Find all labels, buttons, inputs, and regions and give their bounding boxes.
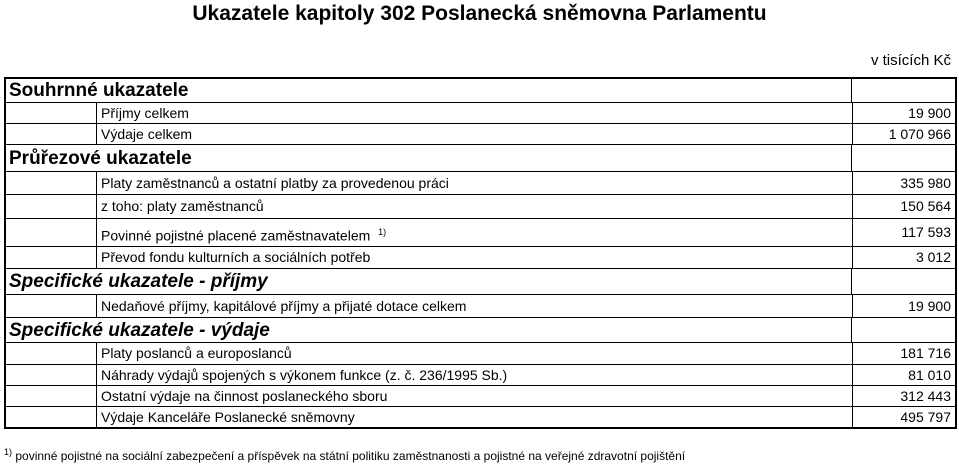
- row-value: 150 564: [852, 195, 955, 218]
- section-title: Souhrnné ukazatele: [9, 80, 189, 101]
- row-label: Náhrady výdajů spojených s výkonem funkce (z. č. 236/1995 Sb.): [96, 365, 852, 385]
- footnote-mark: 1): [4, 447, 13, 457]
- section-title: Průřezové ukazatele: [9, 148, 192, 169]
- table-row: [6, 406, 955, 427]
- table-row: [6, 194, 955, 218]
- row-label: Platy poslanců a europoslanců: [96, 343, 852, 364]
- table-row: [6, 342, 955, 364]
- row-value: 495 797: [852, 407, 955, 427]
- row-value: 19 900: [852, 295, 955, 317]
- row-value: 19 900: [852, 103, 955, 123]
- row-value: 335 980: [852, 172, 955, 194]
- page-title: Ukazatele kapitoly 302 Poslanecká sněmovna Parlamentu: [192, 2, 767, 25]
- table-row: [6, 123, 955, 144]
- section-header: [6, 79, 955, 102]
- row-label: [96, 219, 852, 246]
- section-header: [6, 268, 955, 294]
- row-label: z toho: platy zaměstnanců: [96, 195, 852, 218]
- table-row: [6, 171, 955, 194]
- table-row: [6, 385, 955, 406]
- section-header: [6, 317, 955, 342]
- table-row: [6, 364, 955, 385]
- footnote: [4, 447, 685, 463]
- row-label: Nedaňové příjmy, kapitálové příjmy a přijaté dotace celkem: [96, 295, 852, 317]
- row-label-text: Povinné pojistné placené zaměstnavatelem: [101, 227, 371, 244]
- table-row: [6, 294, 955, 317]
- table-row: [6, 246, 955, 268]
- row-label: Výdaje celkem: [96, 124, 852, 144]
- table-row: [6, 102, 955, 123]
- row-value: 1 070 966: [852, 124, 955, 144]
- footnote-ref: 1): [378, 227, 387, 237]
- row-value: 181 716: [852, 343, 955, 364]
- indicators-table: [4, 77, 957, 429]
- row-label: Příjmy celkem: [96, 103, 852, 123]
- row-label: Převod fondu kulturních a sociálních potřeb: [96, 247, 852, 268]
- section-header: [6, 144, 955, 171]
- row-value: 117 593: [852, 219, 955, 246]
- row-label: Ostatní výdaje na činnost poslaneckého sboru: [96, 386, 852, 406]
- table-row: [6, 218, 955, 246]
- row-label: Výdaje Kanceláře Poslanecké sněmovny: [96, 407, 852, 427]
- footnote-text: povinné pojistné na sociální zabezpečení a příspěvek na státní politiku zaměstnanosti a pojistné na veřejné zdravotní pojištění: [15, 449, 686, 463]
- row-value: 3 012: [852, 247, 955, 268]
- section-title: Specifické ukazatele - výdaje: [9, 320, 270, 341]
- unit-label: v tisících Kč: [870, 52, 951, 69]
- row-value: 81 010: [852, 365, 955, 385]
- row-label: Platy zaměstnanců a ostatní platby za provedenou práci: [96, 172, 852, 194]
- row-value: 312 443: [852, 386, 955, 406]
- section-title: Specifické ukazatele - příjmy: [9, 271, 268, 292]
